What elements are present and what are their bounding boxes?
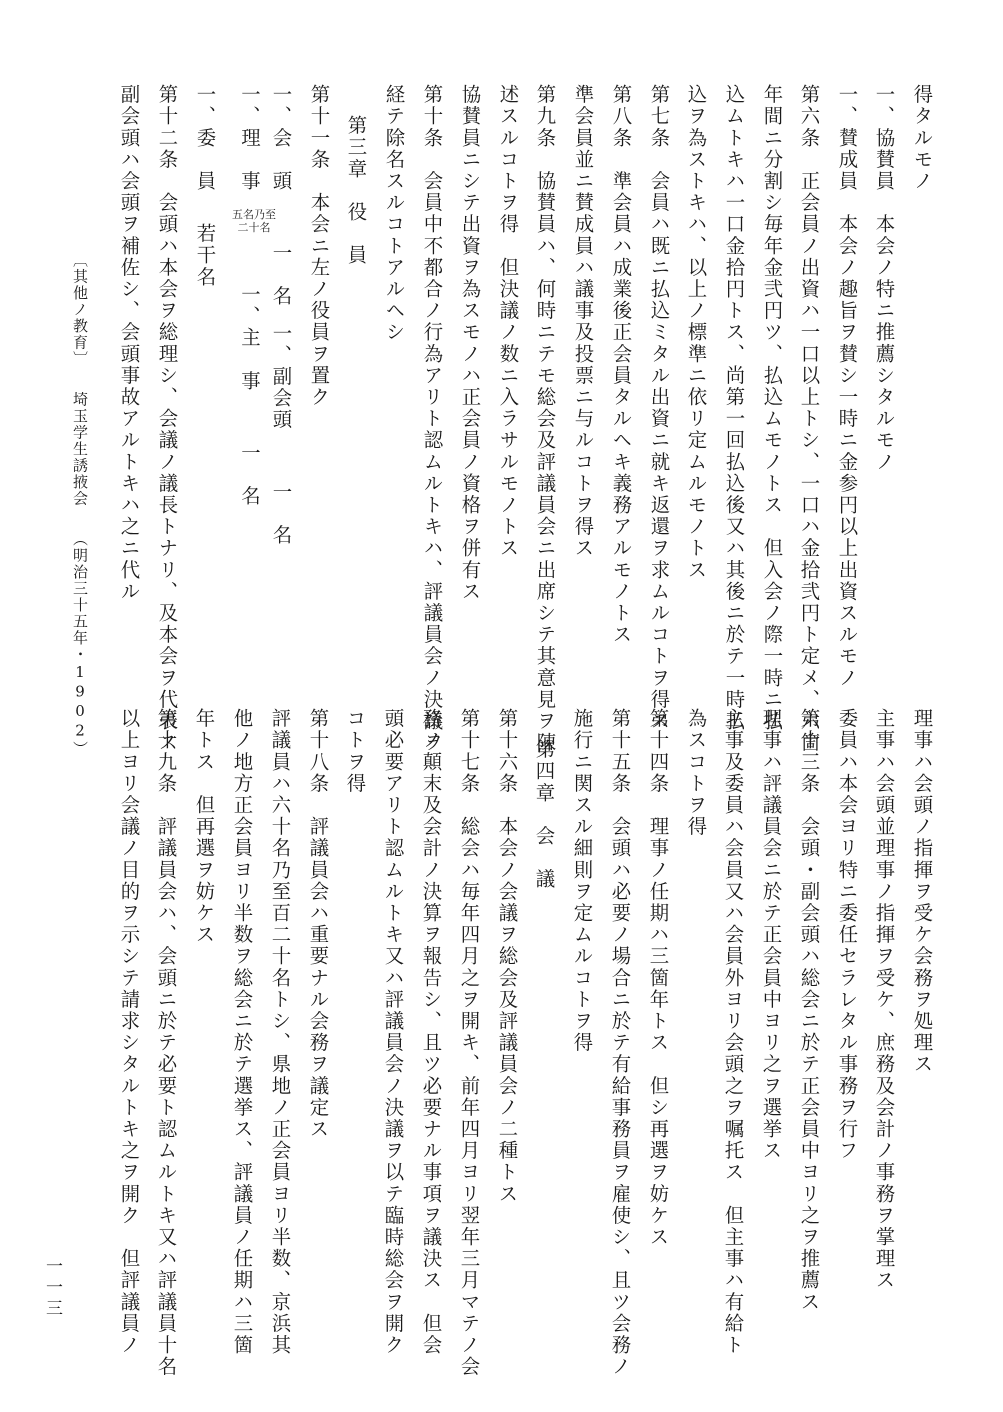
text-column: 第十一条 本会ニ左ノ役員ヲ置ク — [307, 84, 331, 408]
text-column: 第十六条 本会ノ会議ヲ総会及評議員会ノ二種トス — [495, 708, 519, 1205]
text-column: 得タルモノ — [910, 84, 934, 192]
officer-label: 一、理 事 — [238, 84, 261, 192]
text-column: コトヲ得 — [343, 708, 367, 795]
officer-row — [193, 84, 217, 650]
text-column: 協賛員ニシテ出資ヲ為スモノハ正会員ノ資格ヲ併有ス — [458, 84, 482, 603]
text-column: 第十条 会員中不都合ノ行為アリト認ムルトキハ、評議員会ノ決議ヲ — [420, 84, 444, 754]
officer-label: 一、委 員 — [193, 84, 217, 192]
text-column: 為スコトヲ得 — [684, 708, 708, 838]
text-column: 一、協賛員 本会ノ特ニ推薦シタルモノ — [872, 84, 896, 473]
text-column: 一、賛成員 本会ノ趣旨ヲ賛シ一時ニ金参円以上出資スルモノ — [835, 84, 859, 689]
officer-count: 一 名 — [269, 481, 293, 547]
text-column: 副会頭ハ会頭ヲ補佐シ、会頭事故アルトキハ之ニ代ル — [117, 84, 141, 603]
text-column: 他ノ地方正会員ヨリ半数ヲ総会ニ於テ選挙ス、評議員ノ任期ハ三箇 — [230, 708, 254, 1356]
text-column: 第十七条 総会ハ毎年四月之ヲ開キ、前年四月ヨリ翌年三月マテノ会 — [457, 708, 481, 1378]
officer-count: 一 名 — [238, 442, 261, 508]
running-header — [70, 252, 91, 758]
text-column: 第十五条 会頭ハ必要ノ場合ニ於テ有給事務員ヲ雇使シ、且ツ会務ノ — [608, 708, 632, 1378]
document-title: 埼玉学生誘掖会 — [71, 391, 89, 507]
page-number: 一一三 — [42, 1257, 62, 1320]
text-column: 第九条 協賛員ハ、何時ニテモ総会及評議員会ニ出席シテ其意見ヲ陳 — [533, 84, 557, 754]
text-column: 準会員並ニ賛成員ハ議事及投票ニ与ルコトヲ得ス — [571, 84, 595, 560]
text-column: 主事及委員ハ会員又ハ会員外ヨリ会頭之ヲ嘱托ス 但主事ハ有給ト — [721, 708, 745, 1356]
officer-count: 一 名 — [269, 242, 293, 308]
text-column: 経テ除名スルコトアルヘシ — [382, 84, 406, 344]
text-column: 第八条 準会員ハ成業後正会員タルヘキ義務アルモノトス — [609, 84, 633, 646]
text-column: 込ムトキハ一口金拾円トス、尚第一回払込後又ハ其後ニ於テ一時払 — [722, 84, 746, 732]
text-column: 第十二条 会頭ハ本会ヲ総理シ、会議ノ議長トナリ、及本会ヲ代表ス — [155, 84, 179, 754]
text-column: 第十三条 会頭・副会頭ハ総会ニ於テ正会員中ヨリ之ヲ推薦ス — [797, 708, 821, 1313]
text-column: 施行ニ関スル細則ヲ定ムルコトヲ得 — [570, 708, 594, 1054]
officer-row — [232, 84, 276, 650]
officer-label: 一、副会頭 — [269, 322, 293, 431]
text-column: 述スルコトヲ得 但決議ノ数ニ入ラサルモノトス — [496, 84, 520, 560]
text-column: 年間ニ分割シ毎年金弐円ツ、払込ムモノトス 但入会ノ際一時ニ払 — [760, 84, 784, 732]
text-column: 第七条 会員ハ既ニ払込ミタル出資ニ就キ返還ヲ求ムルコトヲ得ス — [647, 84, 671, 732]
text-column: 第十八条 評議員会ハ重要ナル会務ヲ議定ス — [306, 708, 330, 1140]
officer-label: 一、主 事 — [238, 283, 261, 392]
chapter-heading: 第四章 会 議 — [532, 739, 556, 891]
text-column: 理事ハ会頭ノ指揮ヲ受ケ会務ヲ処理ス — [910, 708, 934, 1076]
text-column: 委員ハ本会ヨリ特ニ委任セラレタル事務ヲ行フ — [835, 708, 859, 1162]
text-column: 主事ハ会頭並理事ノ指揮ヲ受ケ、庶務及会計ノ事務ヲ掌理ス — [872, 708, 896, 1292]
text-column: 第十四条 理事ノ任期ハ三箇年トス 但シ再選ヲ妨ケス — [646, 708, 670, 1248]
section-label: 〔其他ノ教育〕 — [71, 252, 89, 368]
text-column: 年トス 但再選ヲ妨ケス — [192, 708, 216, 946]
officer-label: 一、会 頭 — [269, 84, 293, 192]
text-column: 込ヲ為ストキハ、以上ノ標準ニ依リ定ムルモノトス — [684, 84, 708, 581]
text-column: 頭必要アリト認ムルトキ又ハ評議員会ノ決議ヲ以テ臨時総会ヲ開ク — [381, 708, 405, 1356]
officer-count-note: 五名乃至 二十名 — [232, 207, 276, 234]
text-column: 第十九条 評議員会ハ、会頭ニ於テ必要ト認ムルトキ又ハ評議員十名 — [154, 708, 178, 1378]
chapter-heading: 第三章 役 員 — [344, 115, 368, 267]
text-column: 第六条 正会員ノ出資ハ一口以上トシ、一口ハ金拾弐円ト定メ、六箇 — [797, 84, 821, 754]
text-column: 評議員ハ六十名乃至百二十名トシ、県地ノ正会員ヨリ半数、京浜其 — [268, 708, 292, 1356]
officer-count: 若干名 — [193, 223, 217, 288]
text-column: 務ノ顛末及会計ノ決算ヲ報告シ、且ツ必要ナル事項ヲ議決ス 但会 — [419, 708, 443, 1356]
text-column: 理事ハ評議員会ニ於テ正会員中ヨリ之ヲ選挙ス — [759, 708, 783, 1162]
text-column: 以上ヨリ会議ノ目的ヲ示シテ請求シタルトキ之ヲ開ク 但評議員ノ — [117, 708, 141, 1356]
document-date: （明治三十五年・1902） — [71, 531, 89, 758]
